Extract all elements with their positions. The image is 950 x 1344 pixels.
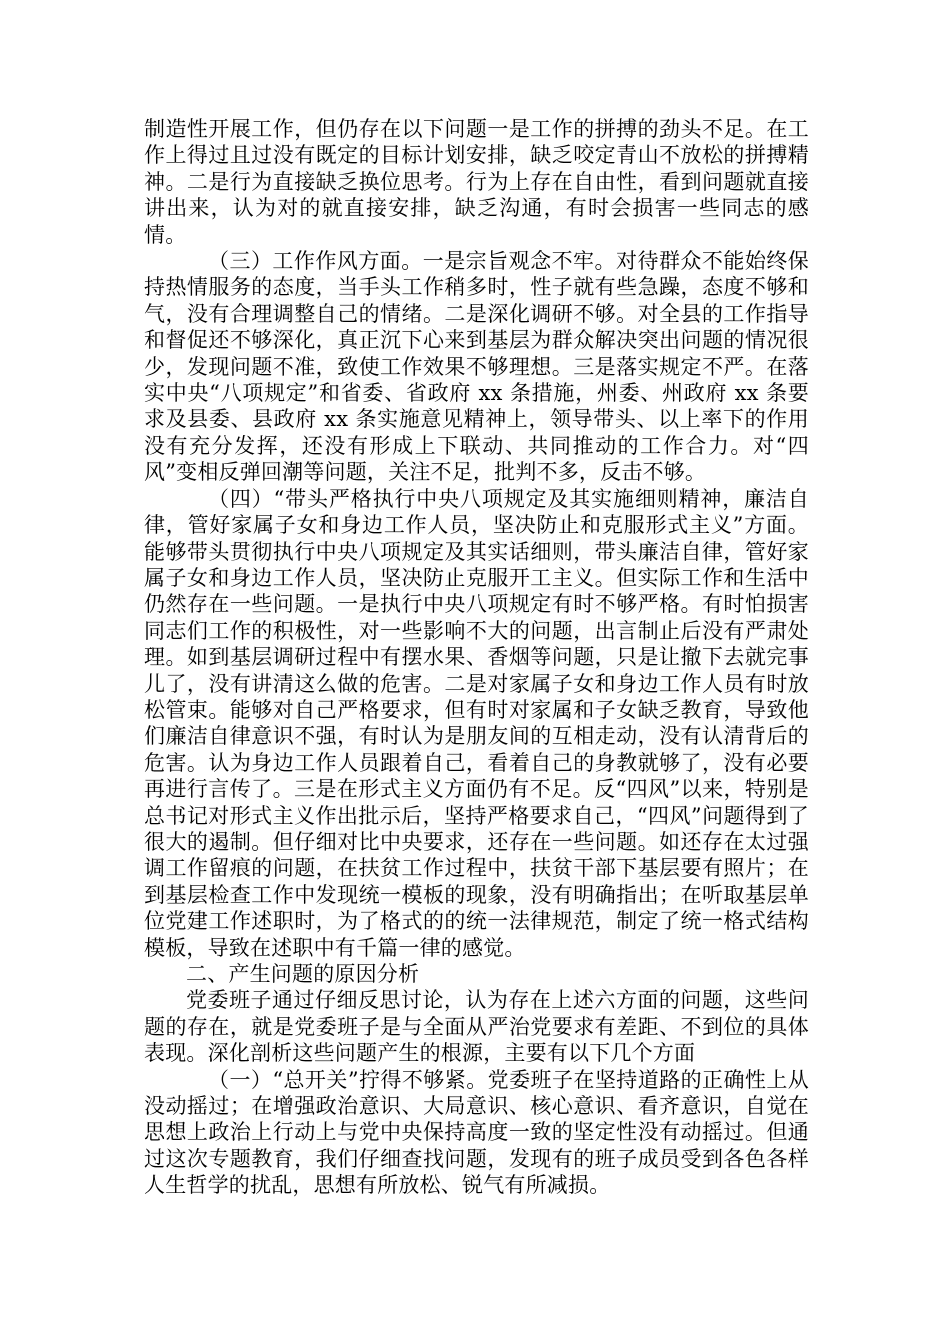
- paragraph-master-switch: （一）“总开关”拧得不够紧。党委班子在坚持道路的正确性上从没动摇过；在增强政治意识、大局意识、核心意识、看齐意识，自觉在思想上政治上行动上与党中央保持高度一致的坚定性没有动摇过。但通过这次专题教育，我们仔细查找问题，发现有的班子成员受到各色各样人生哲学的扰乱，思想有所放松、锐气有所减损。: [144, 1067, 809, 1198]
- document-page: [144, 116, 809, 1199]
- section-heading-cause-analysis: 二、产生问题的原因分析: [186, 962, 420, 986]
- paragraph-work-style: （三）工作作风方面。一是宗旨观念不牢。对待群众不能始终保持热情服务的态度，当手头工作稍多时，性子就有些急躁，态度不够和气，没有合理调整自己的情绪。二是深化调研不够。对全县的工作指导和督促还不够深化，真正沉下心来到基层为群众解决突出问题的情况很少，发现问题不准，致使工作效果不够理想。三是落实规定不严。在落实中央“八项规定”和省委、省政府 xx 条措施，州委、州政府 xx 条要求及县委、县政府 xx 条实施意见精神上，领导带头、以上率下的作用没有充分发挥，还没有形成上下联动、共同推动的工作合力。对“四风”变相反弹回潮等问题，关注不足，批判不多，反击不够。: [144, 249, 809, 485]
- paragraph-cause-intro: 党委班子通过仔细反思讨论，认为存在上述六方面的问题，这些问题的存在，就是党委班子是与全面从严治党要求有差距、不到位的具体表现。深化剖析这些问题产生的根源，主要有以下几个方面: [144, 988, 809, 1066]
- paragraph-work-spirit: 制造性开展工作，但仍存在以下问题一是工作的拼搏的劲头不足。在工作上得过且过没有既定的目标计划安排，缺乏咬定青山不放松的拼搏精神。二是行为直接缺乏换位思考。行为上存在自由性，看到问题就直接讲出来，认为对的就直接安排，缺乏沟通，有时会损害一些同志的感情。: [144, 117, 809, 247]
- paragraph-eight-rules: （四）“带头严格执行中央八项规定及其实施细则精神，廉洁自律，管好家属子女和身边工作人员，坚决防止和克服形式主义”方面。能够带头贯彻执行中央八项规定及其实话细则，带头廉洁自律，管好家属子女和身边工作人员，坚决防止克服开工主义。但实际工作和生活中仍然存在一些问题。一是执行中央八项规定有时不够严格。有时怕损害同志们工作的积极性，对一些影响不大的问题，出言制止后没有严肃处理。如到基层调研过程中有摆水果、香烟等问题，只是让撤下去就完事儿了，没有讲清这么做的危害。二是对家属子女和身边工作人员有时放松管束。能够对自己严格要求，但有时对家属和子女缺乏教育，导致他们廉洁自律意识不强，有时认为是朋友间的互相走动，没有认清背后的危害。认为身边工作人员跟着自己，看着自己的身教就够了，没有必要再进行言传了。三是在形式主义方面仍有不足。反“四风”以来，特别是总书记对形式主义作出批示后，坚持严格要求自己，“四风”问题得到了很大的遏制。但仔细对比中央要求，还存在一些问题。如还存在太过强调工作留痕的问题，在扶贫工作过程中，扶贫干部下基层要有照片；在到基层检查工作中发现统一模板的现象，没有明确指出；在听取基层单位党建工作述职时，为了格式的的统一法律规范，制定了统一格式结构模板，导致在述职中有千篇一律的感觉。: [144, 486, 809, 960]
